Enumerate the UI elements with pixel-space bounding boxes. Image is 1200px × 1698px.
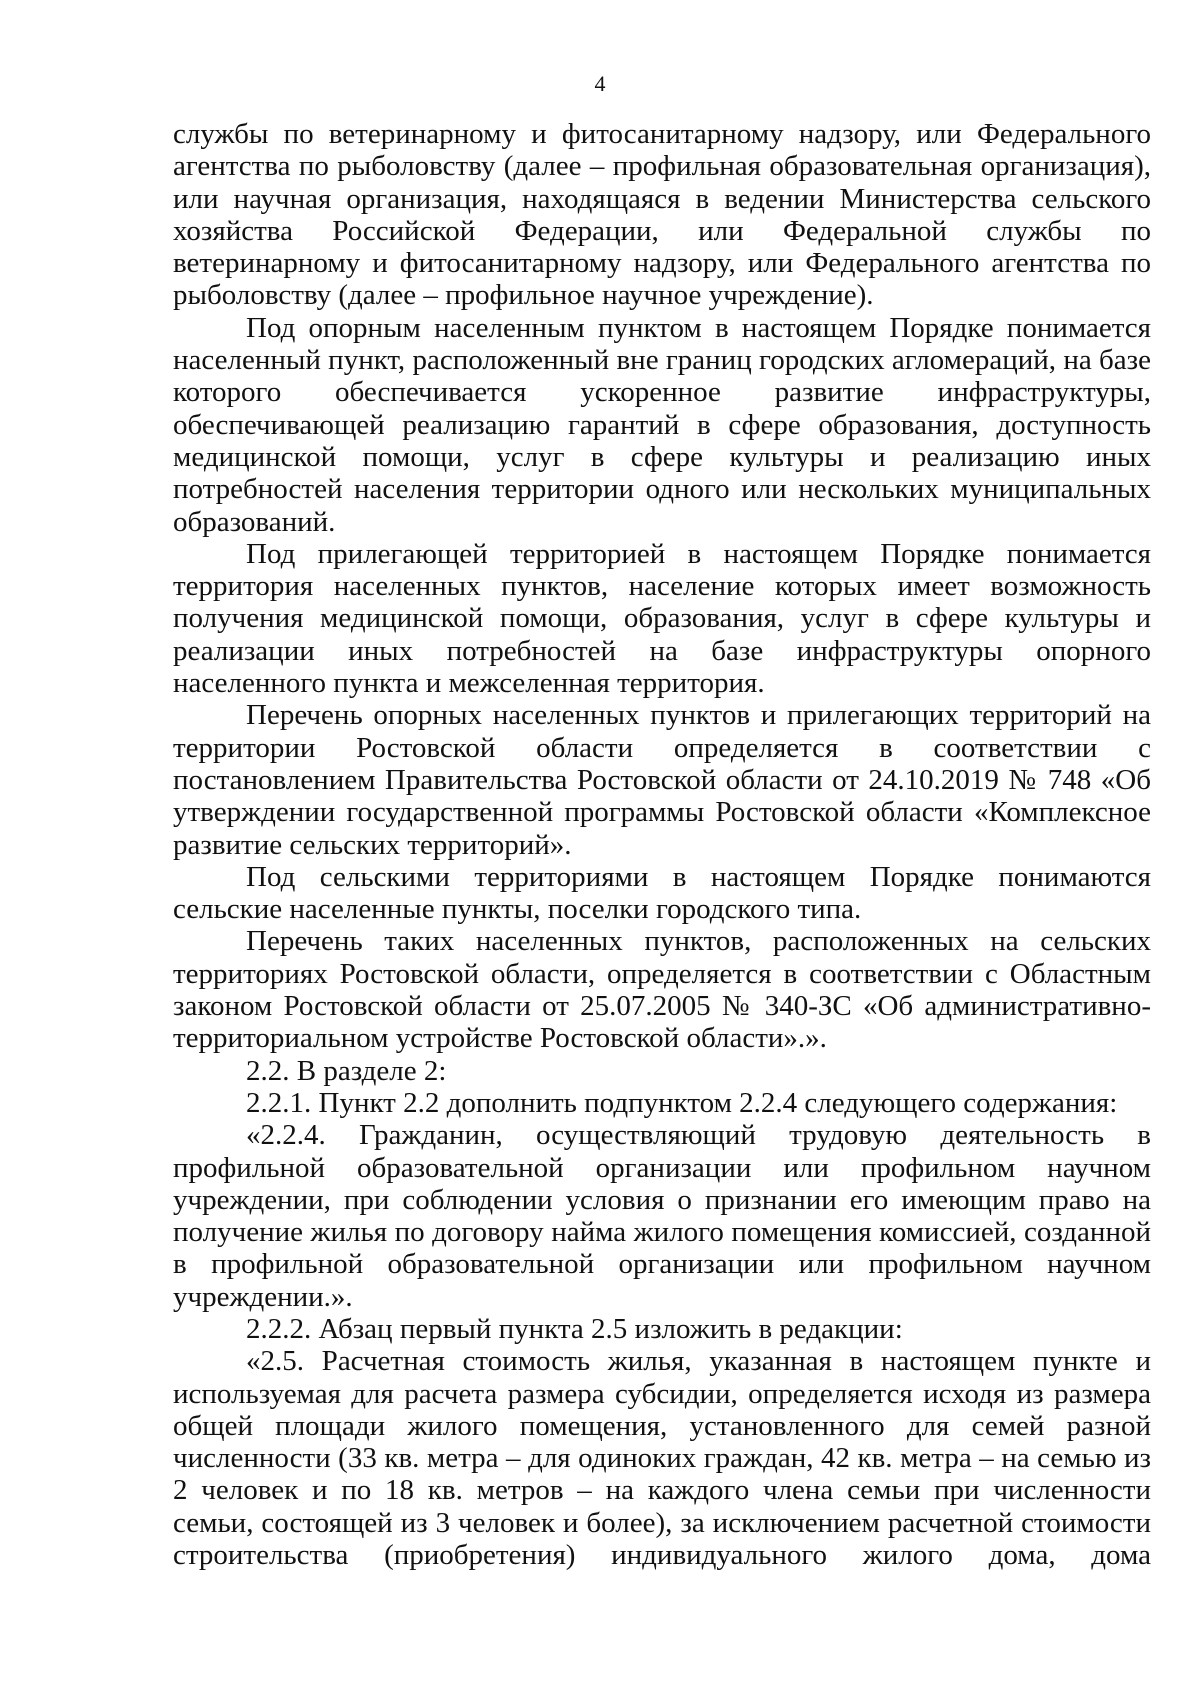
- page-number: 4: [594, 71, 606, 96]
- document-body: [173, 118, 1151, 1571]
- paragraph-support-settlement: Под опорным населенным пунктом в настоящем Порядке понимается населенный пункт, расположенный вне границ городских агломераций, на базе которого обеспечивается ускоренное развитие инфраструктуры, обеспечивающей реализацию гарантий в сфере образования, доступность медицинской помощи, услуг в сфере культуры и реализацию иных потребностей населения территории одного или нескольких муниципальных образований.: [173, 311, 1151, 538]
- paragraph-section-2-2: 2.2. В разделе 2:: [246, 1054, 447, 1087]
- paragraph-item-2-5: «2.5. Расчетная стоимость жилья, указанная в настоящем пункте и используемая для расчета размера субсидии, определяется исходя из размера общей площади жилого помещения, установленного для семей разной численности (33 кв. метра – для одиноких граждан, 42 кв. метра – на семью из 2 человек и по 18 кв. метров – на каждого члена семьи при численности семьи, состоящей из 3 человек и более), за исключением расчетной стоимости строительства (приобретения) индивидуального жилого дома, дома: [173, 1345, 1151, 1572]
- paragraph-item-2-2-2: 2.2.2. Абзац первый пункта 2.5 изложить в редакции:: [246, 1312, 903, 1345]
- paragraph-rural-territories: Под сельскими территориями в настоящем Порядке понимаются сельские населенные пункты, поселки городского типа.: [173, 860, 1151, 926]
- paragraph-adjacent-territory: Под прилегающей территорией в настоящем Порядке понимается территория населенных пунктов, население которых имеет возможность получения медицинской помощи, образования, услуг в сфере культуры и реализации иных потребностей на базе инфраструктуры опорного населенного пункта и межселенная территория.: [173, 537, 1151, 700]
- paragraph-item-2-2-1: 2.2.1. Пункт 2.2 дополнить подпунктом 2.2.4 следующего содержания:: [246, 1086, 1118, 1119]
- paragraph-rural-list: Перечень таких населенных пунктов, расположенных на сельских территориях Ростовской области, определяется в соответствии с Областным законом Ростовской области от 25.07.2005 № 340-ЗС «Об административно-территориальном устройстве Ростовской области».».: [173, 925, 1151, 1055]
- paragraph-settlement-list: Перечень опорных населенных пунктов и прилегающих территорий на территории Ростовской области определяется в соответствии с постановлением Правительства Ростовской области от 24.10.2019 № 748 «Об утверждении государственной программы Ростовской области «Комплексное развитие сельских территорий».: [173, 699, 1151, 861]
- paragraph-item-2-2-4: «2.2.4. Гражданин, осуществляющий трудовую деятельность в профильной образовательной организации или профильном научном учреждении, при соблюдении условия о признании его имеющим право на получение жилья по договору найма жилого помещения комиссией, созданной в профильной образовательной организации или профильном научном учреждении.».: [173, 1119, 1151, 1313]
- paragraph-continuation: службы по ветеринарному и фитосанитарному надзору, или Федерального агентства по рыболовству (далее – профильная образовательная организация), или научная организация, находящаяся в ведении Министерства сельского хозяйства Российской Федерации, или Федеральной службы по ветеринарному и фитосанитарному надзору, или Федерального агентства по рыболовству (далее – профильное научное учреждение).: [173, 118, 1151, 312]
